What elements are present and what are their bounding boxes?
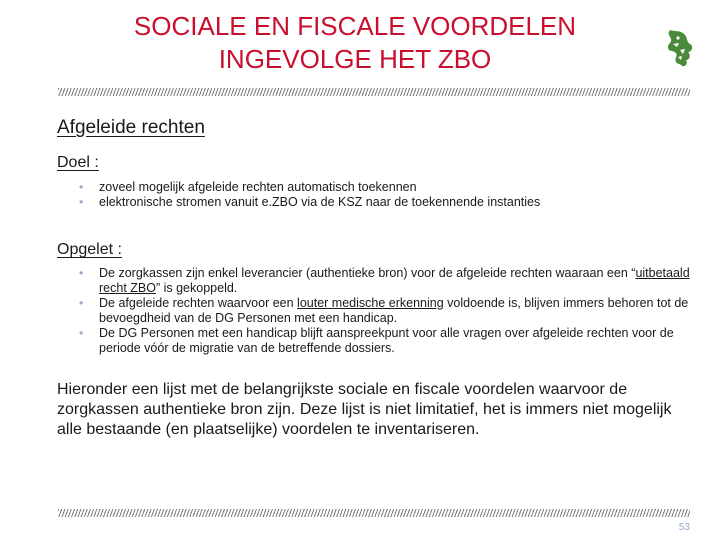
list-item	[79, 180, 691, 195]
opgelet-item-1-underlined: uitbetaald recht ZBO	[99, 266, 690, 295]
top-divider	[58, 88, 690, 96]
bottom-divider	[58, 509, 690, 517]
opgelet-item-1-text-a: De zorgkassen zijn enkel leverancier (authentieke bron) voor de afgeleide rechten waaraan een “	[99, 266, 636, 280]
doel-item-2: elektronische stromen vanuit e.ZBO via de KSZ naar de toekennende instanties	[99, 195, 541, 209]
opgelet-item-2-text-c: voldoende is, blijven immers behoren tot de bevoegdheid van de DG Personen met een handicap.	[99, 296, 689, 325]
opgelet-item-1-text-c: ” is gekoppeld.	[155, 281, 238, 295]
slide-title	[100, 10, 610, 76]
opgelet-list	[79, 266, 691, 356]
doel-item-1: zoveel mogelijk afgeleide rechten automatisch toekennen	[99, 180, 417, 194]
bullet-icon: •	[79, 180, 84, 194]
list-item	[79, 266, 691, 296]
opgelet-item-2-underlined: louter medische erkenning	[297, 296, 444, 310]
bullet-icon: •	[79, 326, 84, 340]
summary-paragraph: Hieronder een lijst met de belangrijkste sociale en fiscale voordelen waarvoor de zorgkassen authentieke bron zijn. Deze lijst is niet limitatief, het is immers niet mogelijk alle bestaande (en plaatselijke) voordelen te inventariseren.	[57, 381, 672, 438]
bullet-icon: •	[79, 266, 84, 280]
list-item	[79, 326, 691, 356]
opgelet-label: Opgelet :	[57, 241, 122, 258]
title-line-2: INGEVOLGE HET ZBO	[218, 44, 492, 74]
title-line-1: SOCIALE EN FISCALE VOORDELEN	[133, 11, 577, 41]
page-number: 53	[678, 522, 690, 533]
list-item	[79, 296, 691, 326]
doel-list	[79, 180, 691, 210]
bullet-icon: •	[79, 195, 84, 209]
bullet-icon: •	[79, 296, 84, 310]
section-heading: Afgeleide rechten	[57, 117, 205, 138]
opgelet-item-2-text-a: De afgeleide rechten waarvoor een	[99, 296, 298, 310]
flemish-lion-logo-icon	[664, 28, 696, 68]
doel-label: Doel :	[57, 154, 99, 171]
list-item	[79, 195, 691, 210]
opgelet-item-3: De DG Personen met een handicap blijft aanspreekpunt voor alle vragen over afgeleide rechten voor de periode vóór de migratie van de betreffende dossiers.	[99, 326, 674, 355]
